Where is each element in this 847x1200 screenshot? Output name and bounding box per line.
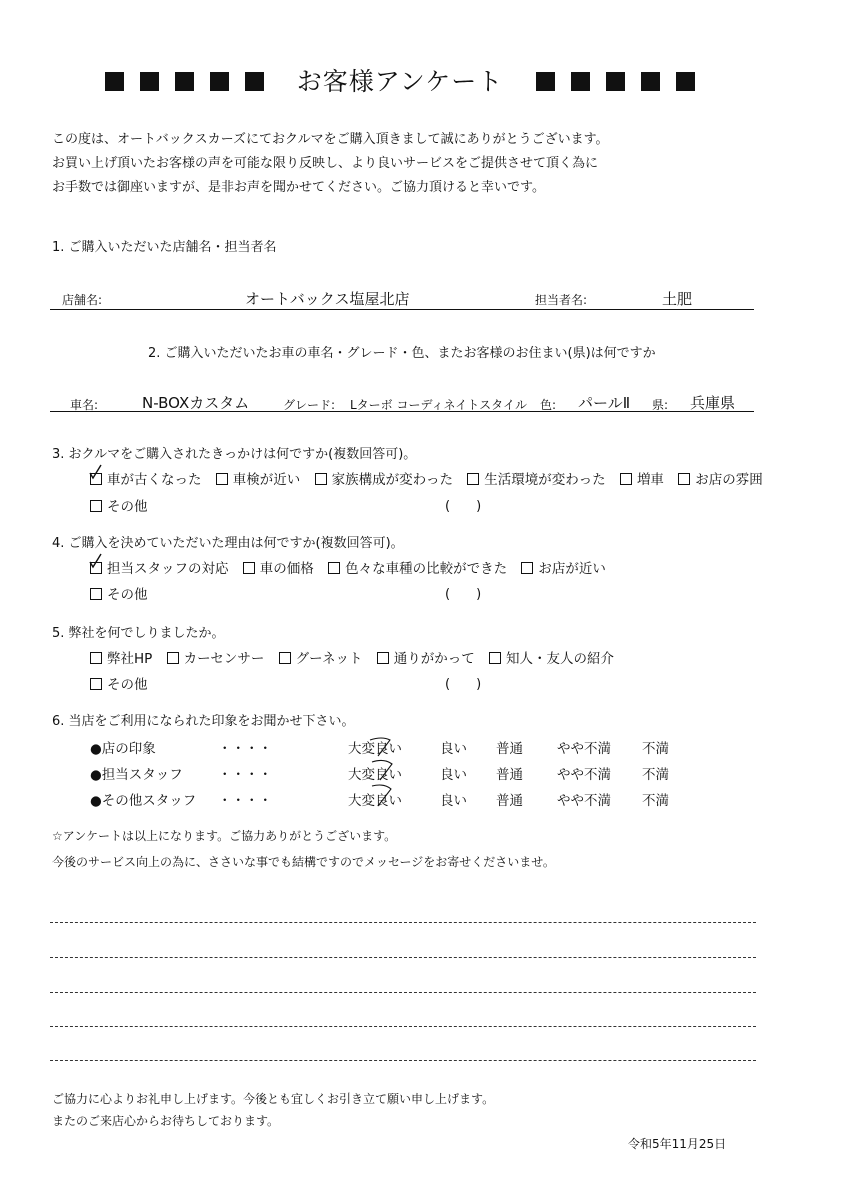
q5-option[interactable]: グーネット bbox=[279, 651, 363, 667]
checkbox[interactable] bbox=[216, 473, 228, 485]
q3-option[interactable]: 生活環境が変わった bbox=[467, 472, 605, 488]
handwritten-check-marks-icon bbox=[360, 726, 408, 812]
intro-line: お手数では御座いますが、是非お声を聞かせてください。ご協力頂けると幸いです。 bbox=[52, 180, 545, 195]
q3-other[interactable]: その他 bbox=[90, 495, 148, 515]
q5-option[interactable]: 知人・友人の紹介 bbox=[489, 651, 614, 667]
q3-options-row bbox=[90, 468, 763, 488]
rating-option[interactable]: 不満 bbox=[642, 767, 669, 783]
car-value: N-BOXカスタム bbox=[142, 394, 250, 412]
rating-dots: ・・・・ bbox=[218, 793, 272, 809]
black-square-icon bbox=[210, 72, 229, 91]
q2-underline bbox=[50, 411, 754, 412]
q5-other-paren[interactable]: ( ) bbox=[445, 677, 482, 692]
black-square-icon bbox=[571, 72, 590, 91]
black-square-icon bbox=[641, 72, 660, 91]
rating-option-selected[interactable]: 大変良い bbox=[348, 793, 402, 809]
message-line[interactable] bbox=[50, 1060, 756, 1061]
checkbox[interactable] bbox=[279, 652, 291, 664]
message-line[interactable] bbox=[50, 922, 756, 923]
rating-option[interactable]: 不満 bbox=[642, 741, 669, 757]
q5-option[interactable]: 弊社HP bbox=[90, 651, 152, 667]
q5-other[interactable]: その他 bbox=[90, 673, 148, 693]
rating-option[interactable]: 普通 bbox=[496, 767, 523, 783]
q4-option[interactable]: お店が近い bbox=[521, 561, 606, 577]
q3-option[interactable]: 車検が近い bbox=[216, 472, 301, 488]
rating-option[interactable]: やや不満 bbox=[557, 793, 611, 809]
q4-options-row bbox=[90, 557, 606, 577]
rating-dots: ・・・・ bbox=[218, 741, 272, 757]
black-square-icon bbox=[245, 72, 264, 91]
color-value: パールⅡ bbox=[578, 394, 631, 412]
q4-option[interactable]: 色々な車種の比較ができた bbox=[328, 561, 507, 577]
rating-option[interactable]: やや不満 bbox=[557, 767, 611, 783]
q4-label: 4. ご購入を決めていただいた理由は何ですか(複数回答可)。 bbox=[52, 536, 404, 551]
rating-option[interactable]: 良い bbox=[440, 767, 467, 783]
check-mark-icon bbox=[88, 552, 102, 570]
q3-option[interactable]: 増車 bbox=[620, 472, 664, 488]
car-label: 車名: bbox=[70, 398, 99, 412]
checkbox[interactable] bbox=[521, 562, 533, 574]
pref-value: 兵庫県 bbox=[690, 394, 736, 412]
black-square-icon bbox=[536, 72, 555, 91]
q3-option[interactable]: お店の雰囲 bbox=[678, 472, 763, 488]
grade-label: グレード: bbox=[283, 398, 336, 412]
q1-underline bbox=[50, 309, 754, 310]
message-line[interactable] bbox=[50, 957, 756, 958]
checkbox[interactable] bbox=[90, 588, 102, 600]
intro-line: お買い上げ頂いたお客様の声を可能な限り反映し、より良いサービスをご提供させて頂く為に bbox=[52, 156, 599, 171]
intro-line: この度は、オートバックスカーズにておクルマをご購入頂きまして誠にありがとうございます。 bbox=[52, 132, 609, 147]
q4-other-paren[interactable]: ( ) bbox=[445, 587, 482, 602]
survey-title: お客様アンケート bbox=[296, 67, 504, 96]
store-label: 店舗名: bbox=[62, 293, 103, 307]
checkbox[interactable] bbox=[90, 652, 102, 664]
rating-option[interactable]: やや不満 bbox=[557, 741, 611, 757]
q4-other[interactable]: その他 bbox=[90, 583, 148, 603]
check-mark-icon bbox=[88, 463, 102, 481]
footer-welcome: またのご来店心からお待ちしております。 bbox=[52, 1114, 280, 1128]
pref-label: 県: bbox=[652, 398, 669, 412]
checkbox[interactable] bbox=[167, 652, 179, 664]
checkbox[interactable] bbox=[90, 678, 102, 690]
rating-option-selected[interactable]: 大変良い bbox=[348, 741, 402, 757]
checkbox[interactable] bbox=[328, 562, 340, 574]
checkbox[interactable] bbox=[620, 473, 632, 485]
store-value: オートバックス塩屋北店 bbox=[245, 290, 410, 308]
rating-row-label: ●その他スタッフ bbox=[90, 793, 197, 809]
footer-thanks: ご協力に心よりお礼申し上げます。今後とも宜しくお引き立て願い申し上げます。 bbox=[52, 1092, 495, 1106]
message-line[interactable] bbox=[50, 1026, 756, 1027]
black-square-icon bbox=[105, 72, 124, 91]
q2-label: 2. ご購入いただいたお車の車名・グレード・色、またお客様のお住まい(県)は何ですか bbox=[148, 346, 656, 361]
q3-label: 3. おクルマをご購入されたきっかけは何ですか(複数回答可)。 bbox=[52, 447, 417, 462]
checkbox[interactable] bbox=[377, 652, 389, 664]
q1-label: 1. ご購入いただいた店舗名・担当者名 bbox=[52, 240, 277, 255]
closing-note: ☆アンケートは以上になります。ご協力ありがとうございます。 bbox=[52, 829, 397, 843]
rating-row-label: ●店の印象 bbox=[90, 741, 156, 757]
q3-option[interactable]: 家族構成が変わった bbox=[315, 472, 453, 488]
checkbox[interactable] bbox=[489, 652, 501, 664]
q5-option[interactable]: カーセンサー bbox=[167, 651, 265, 667]
q4-option[interactable]: 車の価格 bbox=[243, 561, 314, 577]
checkbox[interactable] bbox=[467, 473, 479, 485]
q5-label: 5. 弊社を何でしりましたか。 bbox=[52, 626, 225, 641]
grade-value: Lターボ コーディネイトスタイル bbox=[350, 398, 527, 412]
rating-dots: ・・・・ bbox=[218, 767, 272, 783]
message-line[interactable] bbox=[50, 992, 756, 993]
q3-other-paren[interactable]: ( ) bbox=[445, 499, 482, 514]
checkbox[interactable] bbox=[678, 473, 690, 485]
black-square-icon bbox=[175, 72, 194, 91]
q3-option[interactable]: 車が古くなった bbox=[90, 472, 202, 488]
rating-row-label: ●担当スタッフ bbox=[90, 767, 183, 783]
color-label: 色: bbox=[540, 398, 557, 412]
staff-value: 土肥 bbox=[662, 290, 693, 308]
black-square-icon bbox=[140, 72, 159, 91]
rating-option[interactable]: 良い bbox=[440, 741, 467, 757]
q5-options-row bbox=[90, 647, 614, 667]
intro-text bbox=[52, 128, 609, 200]
black-square-icon bbox=[676, 72, 695, 91]
rating-option-selected[interactable]: 大変良い bbox=[348, 767, 402, 783]
survey-date: 令和5年11月25日 bbox=[628, 1137, 727, 1151]
survey-title-row bbox=[0, 62, 800, 98]
staff-label: 担当者名: bbox=[535, 293, 588, 307]
checkbox[interactable] bbox=[243, 562, 255, 574]
q5-option[interactable]: 通りがかって bbox=[377, 651, 475, 667]
checkbox[interactable] bbox=[90, 500, 102, 512]
rating-option[interactable]: 良い bbox=[440, 793, 467, 809]
rating-option[interactable]: 普通 bbox=[496, 793, 523, 809]
rating-option[interactable]: 普通 bbox=[496, 741, 523, 757]
black-square-icon bbox=[606, 72, 625, 91]
message-request: 今後のサービス向上の為に、ささいな事でも結構ですのでメッセージをお寄せくださいませ。 bbox=[52, 855, 555, 869]
checkbox[interactable] bbox=[315, 473, 327, 485]
q4-option[interactable]: 担当スタッフの対応 bbox=[90, 561, 229, 577]
q6-label: 6. 当店をご利用になられた印象をお聞かせ下さい。 bbox=[52, 714, 355, 729]
rating-option[interactable]: 不満 bbox=[642, 793, 669, 809]
